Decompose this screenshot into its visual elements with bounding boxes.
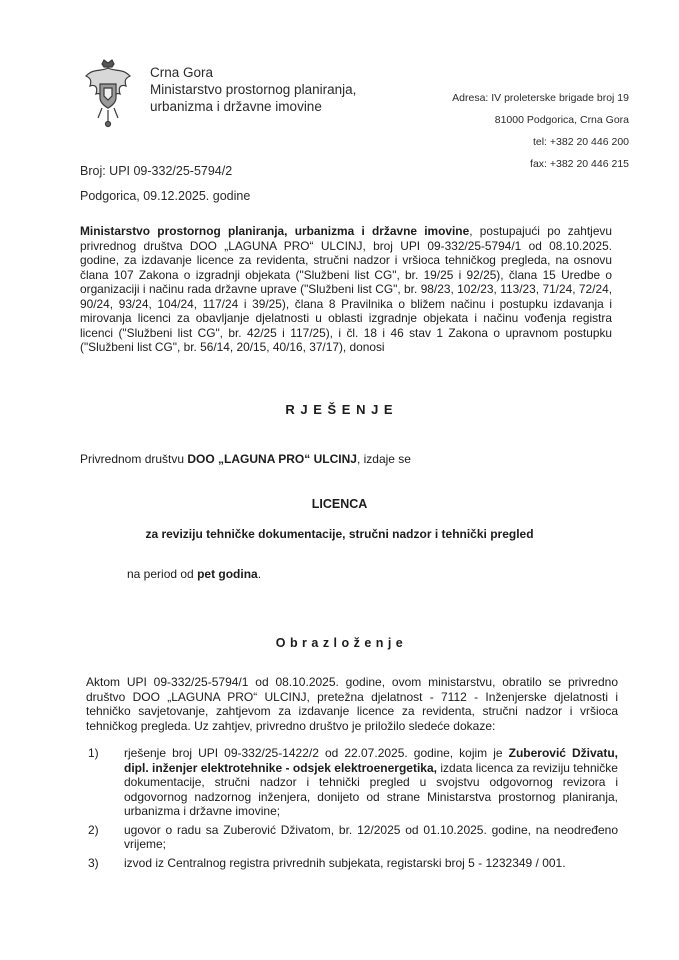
decision-title: R J E Š E N J E bbox=[285, 402, 394, 417]
period-value: pet godina bbox=[197, 567, 258, 581]
ministry-header bbox=[150, 64, 356, 115]
licence-period bbox=[127, 567, 261, 581]
licence-title: LICENCA bbox=[311, 497, 368, 511]
list-item bbox=[86, 856, 618, 871]
evidence-list bbox=[86, 746, 618, 874]
list-item bbox=[86, 746, 618, 819]
coat-of-arms-icon bbox=[80, 58, 136, 128]
intro-paragraph bbox=[80, 224, 612, 355]
country-name: Crna Gora bbox=[150, 65, 214, 80]
ministry-name-line2: urbanizma i državne imovine bbox=[150, 99, 322, 114]
list-item-number: 1) bbox=[88, 746, 99, 760]
recipient-suffix: , izdaje se bbox=[356, 452, 411, 466]
recipient-name: DOO „LAGUNA PRO“ ULCINJ bbox=[187, 452, 357, 466]
phone-number: tel: +382 20 446 200 bbox=[532, 136, 629, 148]
list-item-number: 2) bbox=[88, 822, 99, 837]
recipient-line bbox=[80, 452, 411, 466]
document-number: Broj: UPI 09-332/25-5794/2 bbox=[80, 164, 233, 178]
licence-subtitle: za reviziju tehničke dokumentacije, stručni nadzor i tehnički pregled bbox=[145, 527, 534, 541]
list-item-bold: Zuberović Dživatu, dipl. inženjer elektrotehnike - odsjek elektroenergetika, bbox=[124, 746, 619, 775]
list-item-pre: ugovor o radu sa Zuberović Dživatom, br. 12/2025 od 01.10.2025. godine, na neodređeno vrijeme; bbox=[124, 822, 618, 851]
list-item-pre: rješenje broj UPI 09-332/25-1422/2 od 22.07.2025. godine, kojim je bbox=[124, 746, 509, 760]
explanation-title: O b r a z l o ž e n j e bbox=[275, 636, 404, 650]
document-date: Podgorica, 09.12.2025. godine bbox=[80, 189, 251, 203]
explanation-paragraph: Aktom UPI 09-332/25-5794/1 od 08.10.2025. godine, ovom ministarstvu, obratilo se privredno društvo DOO „LAGUNA PRO“ ULCINJ, pretežna djelatnost - 7112 - Inženjerske djelatnosti i tehničko savjetovanje, zahtjevom za izdavanje licence za revidenta, stručni nadzor i vršioca tehničkog pregleda. Uz zahtjev, privredno društvo je priložilo sledeće dokaze: bbox=[86, 675, 618, 733]
intro-text: , postupajući po zahtjevu privrednog društva DOO „LAGUNA PRO“ ULCINJ, broj UPI 09-332/25-5794/1 od 08.10.2025. godine, za izdavanje licence za revidenta, stručni nadzor i vršioca tehničkog pregleda, na osnovu člana 107 Zakona o izgradnji objekata ("Službeni list CG", br. 19/25 i 92/25), člana 15 Uredbe o organizaciji i načinu rada državne uprave ("Službeni list CG", br. 98/23, 102/23, 113/23, 71/24, 72/24, 90/24, 93/24, 104/24, 117/24 i 39/25), člana 8 Pravilnika o bližem načinu i postupku izdavanja i mirovanja licenci za obavljanje djelatnosti u oblasti izgradnje objekata i načinu vođenja registra licenci ("Službeni list CG", br. 42/25 i 117/25), i čl. 18 i 46 stav 1 Zakona o upravnom postupku ("Službeni list CG", br. 56/14, 20/15, 40/16, 37/17), donosi bbox=[80, 224, 612, 354]
fax-number: fax: +382 20 446 215 bbox=[530, 158, 629, 170]
list-item-text bbox=[124, 856, 618, 871]
ministry-name-line1: Ministarstvo prostornog planiranja, bbox=[150, 82, 357, 97]
address-city: 81000 Podgorica, Crna Gora bbox=[494, 114, 629, 126]
period-prefix: na period od bbox=[127, 567, 198, 581]
list-item-text bbox=[124, 823, 618, 852]
authority-name: Ministarstvo prostornog planiranja, urbanizma i državne imovine bbox=[80, 224, 470, 238]
recipient-prefix: Privrednom društvu bbox=[80, 452, 188, 466]
period-suffix: . bbox=[257, 567, 262, 581]
list-item-text bbox=[124, 746, 618, 819]
address-street: Adresa: IV proleterske brigade broj 19 bbox=[452, 92, 629, 104]
list-item-pre: izvod iz Centralnog registra privrednih subjekata, registarski broj 5 - 1232349 / 001. bbox=[124, 855, 566, 870]
address-block bbox=[452, 87, 629, 175]
list-item-post: izdata licenca za reviziju tehničke dokumentacije, stručni nadzor i tehnički pregled u svojstvu odgovornog revizora i odgovornog nadzornog inženjera, donijeto od strane Ministarstva prostornog planiranja, urbanizma i državne imovine; bbox=[124, 760, 618, 818]
list-item bbox=[86, 823, 618, 852]
list-item-number: 3) bbox=[88, 855, 99, 870]
